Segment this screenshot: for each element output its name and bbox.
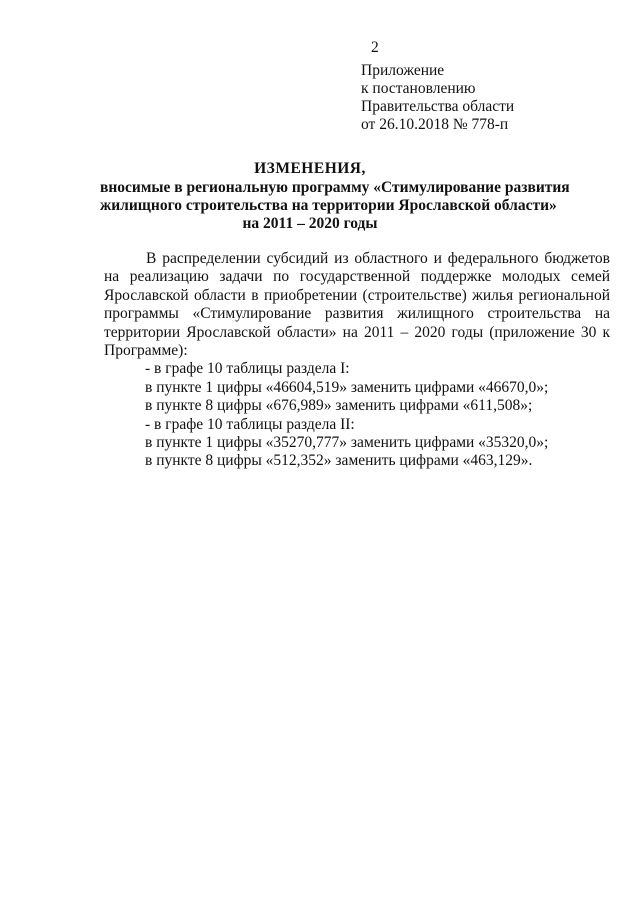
title-line: вносимые в региональную программу «Стимулирование развития (100, 179, 570, 196)
appendix-line: Приложение (361, 62, 445, 79)
amendment-line: в пункте 8 цифры «676,989» заменить цифрами «611,508»; (145, 397, 533, 415)
appendix-block (361, 62, 621, 134)
page-number: 2 (371, 39, 379, 56)
title-heading: ИЗМЕНЕНИЯ, (254, 160, 366, 177)
amendment-line: - в графе 10 таблицы раздела I: (145, 360, 350, 378)
appendix-line: к постановлению (361, 80, 476, 97)
document-title (100, 160, 570, 233)
title-line: на 2011 – 2020 годы (242, 215, 378, 232)
document-body (104, 250, 610, 471)
amendment-line: - в графе 10 таблицы раздела II: (145, 415, 355, 433)
amendment-line: в пункте 8 цифры «512,352» заменить цифрами «463,129». (145, 452, 533, 470)
amendment-line: в пункте 1 цифры «35270,777» заменить цифрами «35320,0»; (145, 434, 549, 452)
title-line: жилищного строительства на территории Ярославской области» (100, 197, 557, 214)
appendix-line: от 26.10.2018 № 778-п (361, 116, 509, 133)
amendment-line: в пункте 1 цифры «46604,519» заменить цифрами «46670,0»; (145, 378, 549, 396)
body-paragraph: В распределении субсидий из областного и федерального бюджетов на реализацию задачи по государственной поддержке молодых семей Ярославской области в приобретении (строительстве) жилья региональной программы «Стимулирование развития жилищного строительства на территории Ярославской области» на 2011 – 2020 годы (приложение 30 к Программе): (104, 250, 610, 360)
appendix-line: Правительства области (361, 98, 515, 115)
